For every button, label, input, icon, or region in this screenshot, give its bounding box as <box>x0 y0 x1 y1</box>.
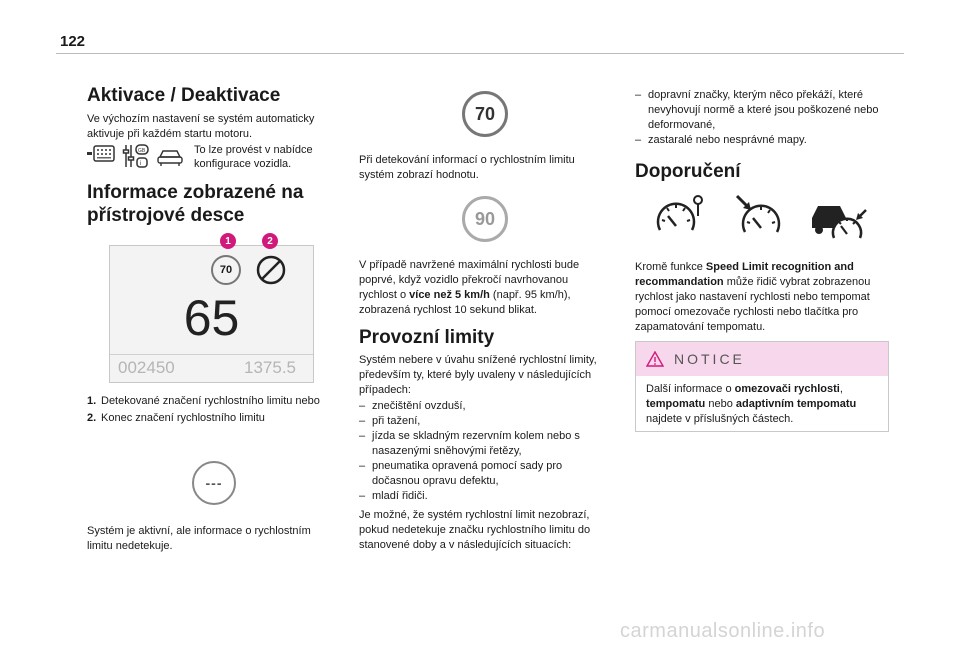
legend-list <box>87 394 337 426</box>
limits-list <box>359 399 609 504</box>
para-detection: Při detekování informací o rychlostním limitu systém zobrazí hodnotu. <box>359 154 575 181</box>
page-number: 122 <box>60 33 86 50</box>
adaptive-cruise-icon <box>810 196 870 242</box>
para-suggested-speed: V případě navržené maximální rychlosti bude poprvé, když vozidlo překročí navrhovanou rychlost o více než 5 km/h (např. 95 km/h), zobrazená rychlost 10 sekund blikat. <box>359 259 580 316</box>
callout-badge-1: 1 <box>220 233 236 249</box>
heading-dashboard-line1: Informace zobrazené na <box>87 182 304 203</box>
top-rule <box>56 53 904 54</box>
list-item: – při tažení, <box>359 415 421 427</box>
list-item: – zastaralé nebo nesprávné mapy. <box>635 134 807 146</box>
icon-text-line1: To lze provést v nabídce <box>194 144 313 156</box>
svg-text:i: i <box>140 161 142 167</box>
list-item: – mladí řidiči. <box>359 490 428 502</box>
speedometer-pin-icon <box>654 194 704 238</box>
para-limits-intro: Systém nebere v úvahu snížené rychlostní limity, především ty, které byly uvaleny v následujících případech: <box>359 354 597 396</box>
list-item: – znečištění ovzduší, <box>359 400 466 412</box>
instrument-display <box>109 245 314 383</box>
para-limits-outro: Je možné, že systém rychlostní limit nezobrazí, pokud nedetekuje značku rychlostního limitu do stanovené doby a v následujících situacích: <box>359 509 591 551</box>
speed-sign-90-value: 90 <box>474 208 496 229</box>
notice-title: NOTICE <box>674 351 745 367</box>
svg-text:GB: GB <box>138 148 146 154</box>
callout-badge-2: 2 <box>262 233 278 249</box>
icon-text-line2: konfigurace vozidla. <box>194 158 292 170</box>
notice-text: Další informace o omezovači rychlosti, tempomatu nebo adaptivním tempomatu najdete v příslušných částech. <box>646 383 857 425</box>
speed-sign-70-value: 70 <box>474 103 496 124</box>
heading-recommendation: Doporučení <box>635 161 741 182</box>
odometer: 002450 <box>118 358 175 377</box>
car-icon <box>158 151 182 166</box>
no-limit-sign-value: --- <box>205 475 223 491</box>
list-item: 1. Detekované značení rychlostního limitu nebo <box>87 395 320 407</box>
heading-limits: Provozní limity <box>359 327 495 348</box>
no-limit-sign <box>192 461 236 505</box>
notice-header <box>636 342 888 376</box>
end-of-limit-sign-icon <box>255 254 287 286</box>
list-item: – dopravní značky, kterým něco překáží, které nevyhovují normě a které jsou poškozené nebo deformované, <box>635 89 879 131</box>
speedometer-arrow-icon <box>735 194 785 238</box>
para-recommendation: Kromě funkce Speed Limit recognition and recommandation může řidič vybrat zobrazenou rychlost jako nastavení rychlosti nebo tempomat pomocí omezovače rychlosti nebo tlačítka pro zapamatování tempomatu. <box>635 261 871 333</box>
heading-dashboard-line2: přístrojové desce <box>87 205 245 226</box>
notice-box <box>635 341 889 432</box>
speed-limit-sign-value: 70 <box>219 264 233 276</box>
list-item: 2. Konec značení rychlostního limitu <box>87 412 265 424</box>
settings-sliders-icon <box>124 145 149 167</box>
current-speed: 65 <box>183 290 240 346</box>
trip-meter: 1375.5 <box>244 358 296 377</box>
list-item: – jízda se skladným rezervním kolem nebo s nasazenými sněhovými řetězy, <box>359 430 580 457</box>
para-activation: Ve výchozím nastavení se systém automaticky aktivuje při každém startu motoru. <box>87 113 315 140</box>
speed-limit-sign <box>211 255 241 285</box>
heading-activation: Aktivace / Deaktivace <box>87 85 281 106</box>
para-no-info: Systém je aktivní, ale informace o rychlostním limitu nedetekuje. <box>87 525 311 552</box>
watermark-footer: carmanualsonline.info <box>620 620 826 642</box>
list-item: – pneumatika opravená pomocí sady pro dočasnou opravu defektu, <box>359 460 563 487</box>
screen-menu-icon <box>87 146 114 161</box>
warning-triangle-icon <box>646 351 664 367</box>
conditions-list <box>635 88 890 148</box>
speed-sign-70 <box>462 91 508 137</box>
menu-icons <box>87 143 187 169</box>
speed-sign-90 <box>462 196 508 242</box>
